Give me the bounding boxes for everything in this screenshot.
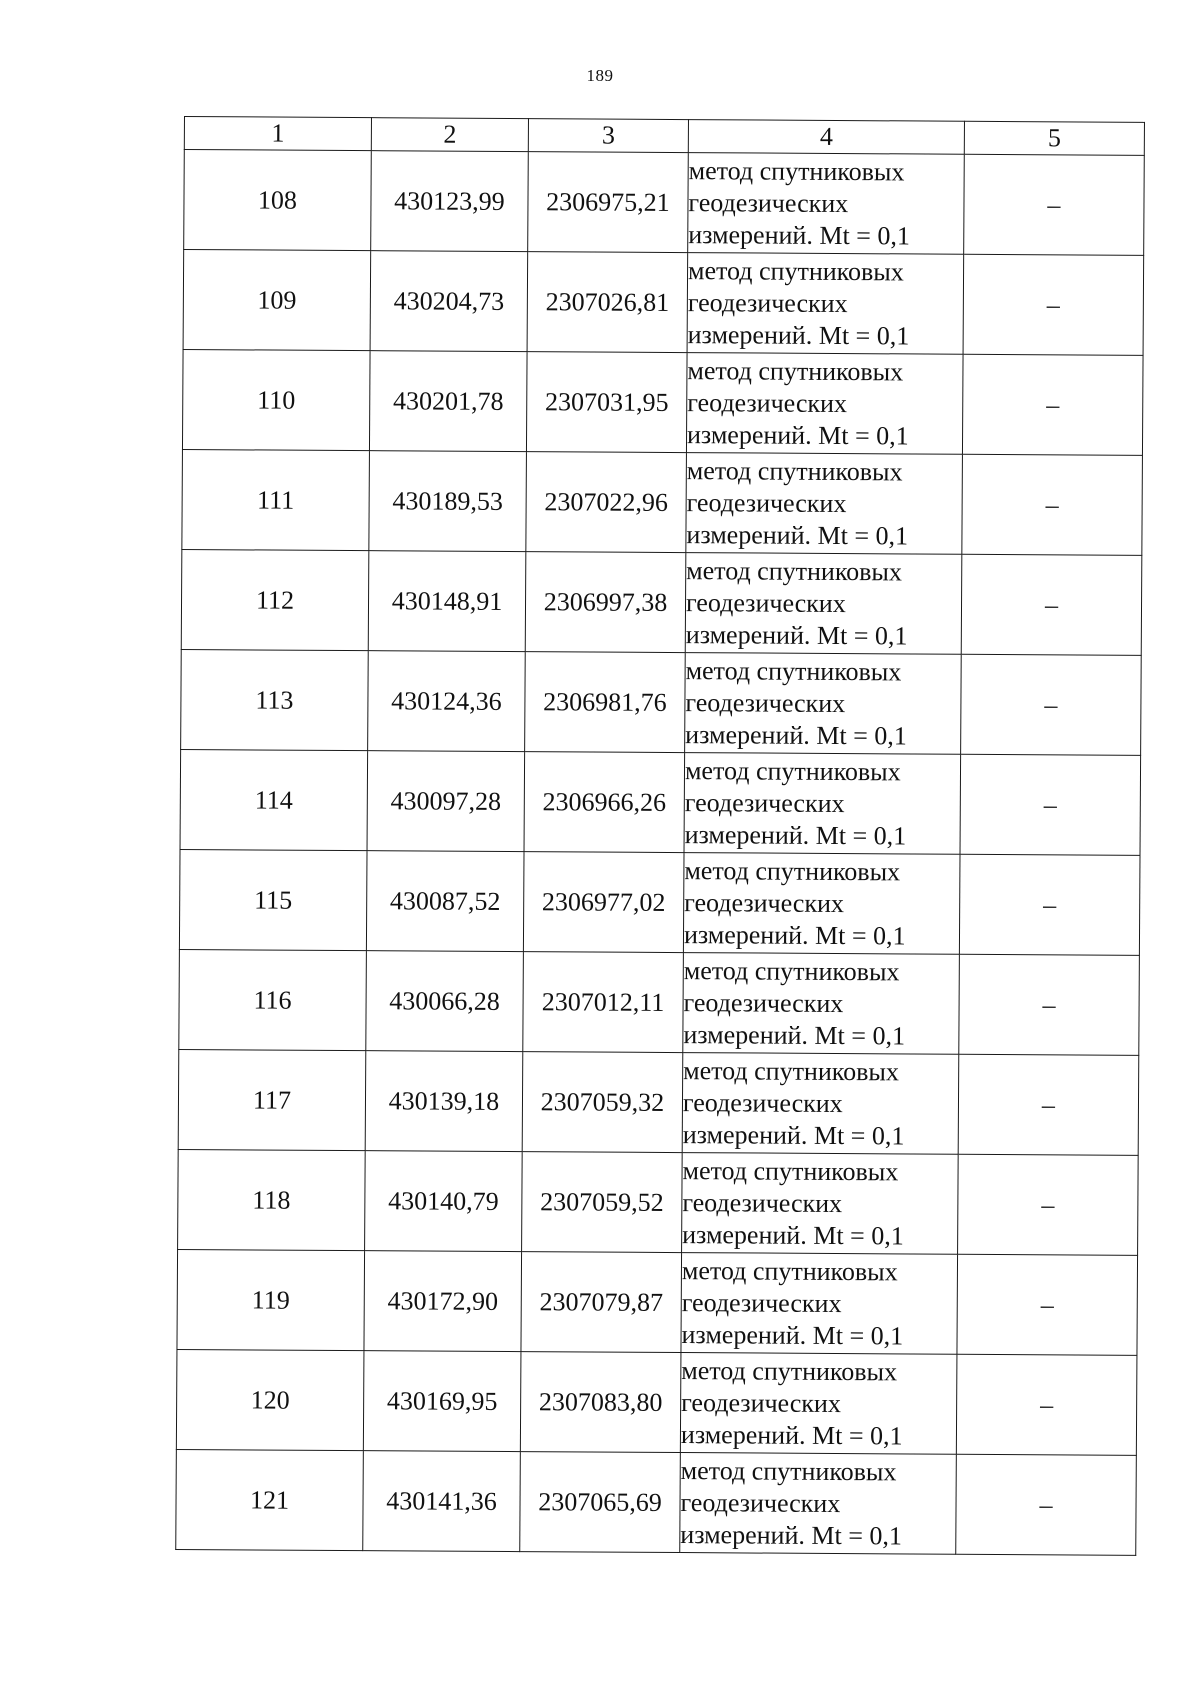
point-number-cell: 114: [180, 749, 368, 850]
column-5-cell: –: [964, 154, 1145, 255]
method-text-line: измерений. Mt = 0,1: [681, 1319, 904, 1350]
method-cell: [681, 1253, 958, 1355]
x-coordinate-cell: 430124,36: [368, 651, 526, 752]
method-cell: [685, 653, 962, 755]
y-coordinate-cell: 2306997,38: [525, 552, 686, 653]
method-text-line: метод спутниковых: [687, 355, 904, 386]
method-text-line: геодезических: [687, 287, 848, 318]
table-row: [181, 549, 1142, 655]
method-text-line: метод спутниковых: [685, 655, 902, 686]
point-number-cell: 111: [182, 449, 370, 550]
method-cell: [687, 253, 964, 355]
method-cell: [680, 1353, 957, 1455]
x-coordinate-cell: 430141,36: [363, 1451, 521, 1552]
method-text-line: метод спутниковых: [680, 1455, 897, 1486]
x-coordinate-cell: 430066,28: [366, 951, 524, 1052]
method-text-line: метод спутниковых: [681, 1255, 898, 1286]
method-text-line: измерений. Mt = 0,1: [680, 1419, 903, 1450]
point-number-cell: 117: [178, 1049, 366, 1150]
column-5-cell: –: [956, 1354, 1137, 1455]
method-text-line: геодезических: [684, 787, 845, 818]
y-coordinate-cell: 2307012,11: [523, 952, 684, 1053]
table-row: [178, 1049, 1139, 1155]
x-coordinate-cell: 430172,90: [364, 1251, 522, 1352]
method-text-line: геодезических: [682, 1187, 843, 1218]
table-row: [181, 649, 1142, 755]
method-text-line: измерений. Mt = 0,1: [682, 1219, 904, 1250]
method-cell: [684, 753, 961, 855]
page-number: 189: [586, 66, 614, 85]
method-text-line: измерений. Mt = 0,1: [684, 819, 907, 850]
table-row: [176, 1349, 1137, 1455]
method-cell: [683, 853, 960, 955]
point-number-cell: 116: [179, 949, 367, 1050]
y-coordinate-cell: 2307083,80: [520, 1352, 681, 1453]
method-cell: [682, 1153, 959, 1255]
x-coordinate-cell: 430140,79: [365, 1151, 523, 1252]
method-text-line: метод спутниковых: [688, 155, 905, 186]
method-text-line: метод спутниковых: [682, 1155, 899, 1186]
column-5-cell: –: [959, 954, 1140, 1055]
method-cell: [686, 353, 963, 455]
method-cell: [688, 153, 965, 255]
table-body: [176, 150, 1145, 1556]
table-row: [179, 849, 1140, 955]
column-header-3: 3: [528, 119, 688, 153]
x-coordinate-cell: 430123,99: [371, 151, 529, 252]
table-row: [177, 1249, 1138, 1355]
method-text-line: геодезических: [686, 487, 847, 518]
column-5-cell: –: [958, 1154, 1139, 1255]
table-row: [180, 749, 1141, 855]
method-text-line: метод спутниковых: [684, 855, 901, 886]
y-coordinate-cell: 2307079,87: [521, 1252, 682, 1353]
method-text-line: метод спутниковых: [683, 1055, 899, 1086]
column-5-cell: –: [962, 354, 1143, 455]
coordinates-table: [175, 116, 1145, 1556]
y-coordinate-cell: 2306981,76: [525, 652, 686, 753]
column-5-cell: –: [956, 1454, 1137, 1555]
point-number-cell: 120: [176, 1349, 364, 1450]
method-text-line: метод спутниковых: [683, 955, 900, 986]
method-text-line: измерений. Mt = 0,1: [685, 719, 907, 750]
column-header-4: 4: [688, 120, 964, 155]
x-coordinate-cell: 430189,53: [369, 451, 527, 552]
column-header-5: 5: [964, 121, 1144, 155]
point-number-cell: 113: [181, 649, 369, 750]
x-coordinate-cell: 430087,52: [366, 851, 524, 952]
method-cell: [682, 1053, 959, 1155]
point-number-cell: 112: [181, 549, 369, 650]
x-coordinate-cell: 430201,78: [369, 351, 527, 452]
x-coordinate-cell: 430169,95: [363, 1351, 521, 1452]
method-text-line: метод спутниковых: [686, 455, 903, 486]
table-row: [178, 1149, 1139, 1255]
point-number-cell: 119: [177, 1249, 365, 1350]
method-text-line: измерений. Mt = 0,1: [685, 619, 908, 650]
method-text-line: геодезических: [681, 1287, 842, 1318]
point-number-cell: 109: [183, 250, 371, 351]
y-coordinate-cell: 2306975,21: [528, 152, 689, 253]
method-text-line: метод спутниковых: [684, 755, 901, 786]
x-coordinate-cell: 430139,18: [365, 1051, 523, 1152]
y-coordinate-cell: 2307026,81: [527, 252, 688, 353]
method-text-line: геодезических: [688, 187, 849, 218]
method-cell: [685, 553, 962, 655]
table-row: [179, 949, 1140, 1055]
column-header-2: 2: [371, 118, 528, 152]
point-number-cell: 110: [182, 349, 370, 450]
x-coordinate-cell: 430148,91: [368, 551, 526, 652]
method-cell: [680, 1453, 957, 1555]
method-text-line: геодезических: [682, 1087, 843, 1118]
column-5-cell: –: [961, 554, 1142, 655]
point-number-cell: 121: [176, 1449, 364, 1550]
table-row: [176, 1449, 1137, 1555]
column-5-cell: –: [958, 1054, 1139, 1155]
method-text-line: геодезических: [684, 887, 845, 918]
method-text-line: измерений. Mt = 0,1: [686, 419, 909, 450]
column-5-cell: –: [960, 754, 1141, 855]
method-text-line: измерений. Mt = 0,1: [687, 319, 910, 350]
point-number-cell: 118: [178, 1149, 366, 1250]
method-text-line: измерений. Mt = 0,1: [686, 519, 909, 550]
method-text-line: измерений. Mt = 0,1: [682, 1119, 905, 1150]
y-coordinate-cell: 2307065,69: [520, 1452, 681, 1553]
y-coordinate-cell: 2307059,32: [522, 1052, 683, 1153]
column-5-cell: –: [962, 454, 1143, 555]
table-row: [183, 250, 1144, 356]
column-5-cell: –: [961, 654, 1142, 755]
column-5-cell: –: [959, 854, 1140, 955]
column-header-1: 1: [184, 117, 371, 151]
y-coordinate-cell: 2306977,02: [523, 852, 684, 953]
method-text-line: измерений. Mt = 0,1: [680, 1519, 903, 1550]
y-coordinate-cell: 2306966,26: [524, 752, 685, 853]
x-coordinate-cell: 430204,73: [370, 251, 528, 352]
point-number-cell: 115: [179, 849, 367, 950]
x-coordinate-cell: 430097,28: [367, 751, 525, 852]
table-row: [184, 150, 1145, 256]
point-number-cell: 108: [184, 150, 372, 251]
column-5-cell: –: [963, 254, 1144, 355]
method-cell: [683, 953, 960, 1055]
method-text-line: геодезических: [683, 987, 844, 1018]
table-row: [182, 449, 1143, 555]
method-text-line: геодезических: [680, 1487, 841, 1518]
method-text-line: метод спутниковых: [686, 555, 903, 586]
y-coordinate-cell: 2307031,95: [526, 352, 687, 453]
column-5-cell: –: [957, 1254, 1138, 1355]
method-text-line: метод спутниковых: [687, 255, 904, 286]
method-text-line: геодезических: [681, 1387, 841, 1418]
method-text-line: геодезических: [685, 587, 846, 618]
method-text-line: измерений. Mt = 0,1: [688, 219, 910, 250]
table-row: [182, 349, 1143, 455]
method-text-line: измерений. Mt = 0,1: [683, 919, 906, 950]
method-cell: [686, 453, 963, 555]
method-text-line: геодезических: [685, 687, 846, 718]
method-text-line: геодезических: [687, 387, 848, 418]
y-coordinate-cell: 2307022,96: [526, 452, 687, 553]
method-text-line: метод спутниковых: [681, 1355, 898, 1386]
method-text-line: измерений. Mt = 0,1: [683, 1019, 906, 1050]
y-coordinate-cell: 2307059,52: [522, 1152, 683, 1253]
